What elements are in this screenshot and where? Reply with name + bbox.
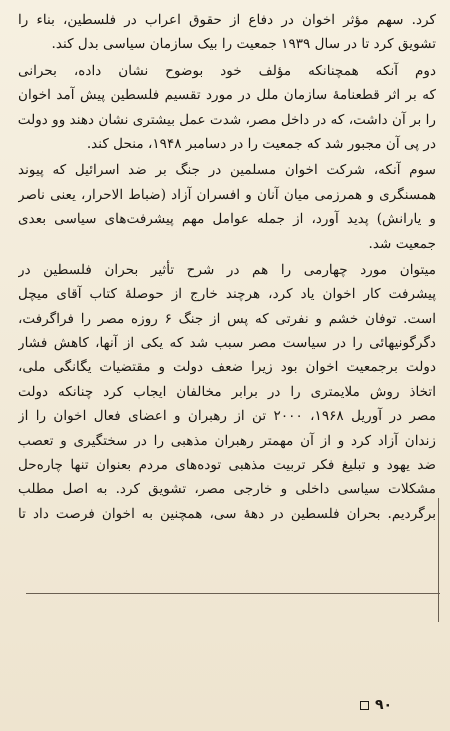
text-line: اتخاذ روش ملایمتری را در برابر مخالفان ایجاب کرد چنانکه دولت	[18, 383, 436, 400]
text-line: که بر اثر قطعنامهٔ سازمان ملل در مورد تقسیم فلسطین پیش آمد اخوان	[18, 87, 436, 104]
text-line: مشکلات سیاسی داخلی و خارجی مصر، تشویق کرد. به اصل مطلب	[18, 481, 436, 498]
text-line: پیشرفت کار اخوان یاد کرد، هرچند خارج از حوصلهٔ کتاب آقای میچل	[18, 286, 436, 303]
paragraph-1	[18, 8, 436, 57]
text-line: تشویق کرد تا در سال ۱۹۳۹ جمعیت را بیک سازمان سیاسی بدل کند.	[51, 36, 436, 53]
paragraph-3	[18, 158, 436, 256]
text-line: دوم آنکه همچنانکه مؤلف خود بوضوح نشان داده، بحرانی	[18, 62, 436, 79]
text-line: است. توفان خشم و نفرتی که پس از جنگ ۶ روزه مصر را فراگرفت،	[18, 310, 436, 327]
text-line: سوم آنکه، شرکت اخوان مسلمین در جنگ بر ضد اسرائیل که پیوند	[18, 162, 436, 179]
margin-pen-mark-horizontal	[26, 593, 440, 594]
text-line: دگرگونیهائی را در سیاست مصر سبب شد که یکی از آنها، کاهش فشار	[18, 335, 436, 352]
text-line: در پی آن مجبور شد که جمعیت را در دسامبر ۱۹۴۸، منحل کند.	[86, 135, 436, 152]
text-line: میتوان مورد چهارمی را هم در شرح تأثیر بحران فلسطین در	[18, 261, 436, 278]
paragraph-2	[18, 59, 436, 157]
text-line: برگردیم. بحران فلسطین در دههٔ سی، همچنین به اخوان فرصت داد تا	[18, 505, 436, 522]
text-line: دولت برجمعیت اخوان بود زیرا ضعف دولت و مقتضیات یگانگی ملی،	[18, 359, 436, 376]
text-line: جمعیت شد.	[368, 235, 436, 252]
body-text	[18, 8, 436, 526]
text-line: مصر در آوریل ۱۹۶۸، ۲۰۰۰ تن از رهبران و اعضای فعال اخوان را از	[18, 408, 436, 425]
text-line: را بر آن داشت، که در داخل مصر، شدت عمل بیشتری نشان دهند وو دولت	[18, 111, 436, 128]
page-footer	[360, 697, 392, 713]
text-line: و یارانش) پدید آورد، از جمله عوامل مهم پیشرفت‌های سیاسی بعدی	[18, 211, 436, 228]
text-line: کرد. سهم مؤثر اخوان در دفاع از حقوق اعراب در فلسطین، بناء را	[18, 12, 436, 28]
text-line: همسنگری و همرزمی میان آنان و افسران آزاد (ضباط الاحرار، یعنی ناصر	[18, 186, 436, 203]
text-line: ضد یهود و تبلیغ فکر تربیت مذهبی توده‌های مردم بعنوان تنها چاره‌حل	[18, 457, 436, 474]
text-line: زندان آزاد کرد و از آن مهمتر رهبران مذهبی را در سختگیری و تعصب	[18, 432, 436, 449]
page-number: ۹۰	[375, 697, 393, 713]
paragraph-4	[18, 258, 436, 526]
margin-pen-mark-vertical	[438, 498, 439, 622]
square-ornament-icon	[360, 701, 369, 710]
